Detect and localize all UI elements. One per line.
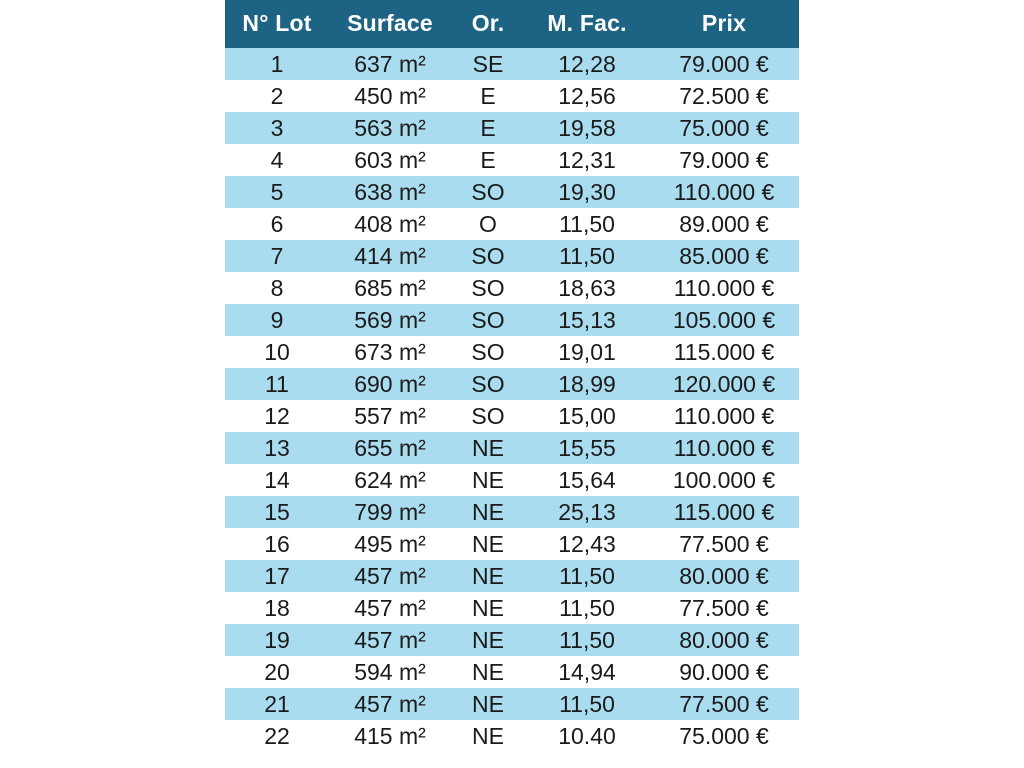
table-cell: SO: [451, 368, 525, 400]
table-cell: 110.000 €: [649, 432, 799, 464]
table-cell: SE: [451, 48, 525, 80]
table-cell: 11,50: [525, 208, 649, 240]
table-cell: 80.000 €: [649, 624, 799, 656]
table-cell: 1: [225, 48, 329, 80]
table-cell: 12,43: [525, 528, 649, 560]
table-cell: 11,50: [525, 624, 649, 656]
table-cell: NE: [451, 464, 525, 496]
table-cell: 15,00: [525, 400, 649, 432]
table-cell: 11,50: [525, 592, 649, 624]
table-cell: SO: [451, 400, 525, 432]
table-cell: 120.000 €: [649, 368, 799, 400]
table-cell: 594 m²: [329, 656, 451, 688]
table-cell: 20: [225, 656, 329, 688]
table-header: [225, 0, 799, 48]
table-cell: 77.500 €: [649, 528, 799, 560]
table-row: [225, 176, 799, 208]
table-cell: 11: [225, 368, 329, 400]
table-row: [225, 336, 799, 368]
table-row: [225, 272, 799, 304]
table-cell: 569 m²: [329, 304, 451, 336]
table-row: [225, 112, 799, 144]
table-row: [225, 432, 799, 464]
table-row: [225, 720, 799, 752]
table-cell: 77.500 €: [649, 688, 799, 720]
column-header-1: Surface: [329, 0, 451, 48]
table-cell: 637 m²: [329, 48, 451, 80]
table-cell: 72.500 €: [649, 80, 799, 112]
table-cell: 25,13: [525, 496, 649, 528]
table-cell: 563 m²: [329, 112, 451, 144]
table-cell: 14: [225, 464, 329, 496]
table-cell: 450 m²: [329, 80, 451, 112]
table-row: [225, 656, 799, 688]
table-cell: 624 m²: [329, 464, 451, 496]
table-cell: 655 m²: [329, 432, 451, 464]
table-cell: NE: [451, 688, 525, 720]
table-cell: 15,55: [525, 432, 649, 464]
table-cell: 110.000 €: [649, 272, 799, 304]
table-cell: 10: [225, 336, 329, 368]
table-cell: 17: [225, 560, 329, 592]
table-cell: 110.000 €: [649, 400, 799, 432]
column-header-0: N° Lot: [225, 0, 329, 48]
table-cell: 18,99: [525, 368, 649, 400]
table-cell: 79.000 €: [649, 144, 799, 176]
table-cell: E: [451, 144, 525, 176]
table-cell: 603 m²: [329, 144, 451, 176]
table-cell: SO: [451, 240, 525, 272]
table-row: [225, 464, 799, 496]
table-cell: 10.40: [525, 720, 649, 752]
table-cell: 115.000 €: [649, 496, 799, 528]
table-row: [225, 592, 799, 624]
table-cell: SO: [451, 304, 525, 336]
table-row: [225, 240, 799, 272]
table-row: [225, 624, 799, 656]
table-cell: 75.000 €: [649, 112, 799, 144]
table-cell: 638 m²: [329, 176, 451, 208]
table-cell: 80.000 €: [649, 560, 799, 592]
table-cell: 673 m²: [329, 336, 451, 368]
table-cell: 89.000 €: [649, 208, 799, 240]
table-cell: 13: [225, 432, 329, 464]
table-cell: 11,50: [525, 240, 649, 272]
table-row: [225, 496, 799, 528]
table-cell: 105.000 €: [649, 304, 799, 336]
table-cell: 457 m²: [329, 624, 451, 656]
table-cell: 495 m²: [329, 528, 451, 560]
table-cell: 6: [225, 208, 329, 240]
table-cell: 5: [225, 176, 329, 208]
table-cell: NE: [451, 432, 525, 464]
table-cell: 415 m²: [329, 720, 451, 752]
table-cell: 22: [225, 720, 329, 752]
table-cell: 408 m²: [329, 208, 451, 240]
table-cell: 12,31: [525, 144, 649, 176]
table-cell: 19,30: [525, 176, 649, 208]
table-cell: 4: [225, 144, 329, 176]
table-cell: 15: [225, 496, 329, 528]
table-cell: 14,94: [525, 656, 649, 688]
table-row: [225, 688, 799, 720]
table-header-row: [225, 0, 799, 48]
table-cell: NE: [451, 496, 525, 528]
column-header-3: M. Fac.: [525, 0, 649, 48]
table-cell: 8: [225, 272, 329, 304]
table-row: [225, 48, 799, 80]
table-cell: E: [451, 80, 525, 112]
table-cell: 7: [225, 240, 329, 272]
table-cell: SO: [451, 272, 525, 304]
table-cell: 685 m²: [329, 272, 451, 304]
table-cell: 18,63: [525, 272, 649, 304]
table-cell: 110.000 €: [649, 176, 799, 208]
table-cell: 557 m²: [329, 400, 451, 432]
table-cell: 690 m²: [329, 368, 451, 400]
lots-table-container: [225, 0, 799, 752]
column-header-4: Prix: [649, 0, 799, 48]
table-cell: E: [451, 112, 525, 144]
table-cell: 19,01: [525, 336, 649, 368]
table-cell: 11,50: [525, 688, 649, 720]
table-cell: 19: [225, 624, 329, 656]
lots-table: [225, 0, 799, 752]
table-cell: NE: [451, 656, 525, 688]
table-cell: 85.000 €: [649, 240, 799, 272]
table-cell: 457 m²: [329, 592, 451, 624]
table-cell: 115.000 €: [649, 336, 799, 368]
table-cell: 75.000 €: [649, 720, 799, 752]
table-cell: 12: [225, 400, 329, 432]
table-row: [225, 400, 799, 432]
table-row: [225, 560, 799, 592]
table-cell: 21: [225, 688, 329, 720]
table-cell: 9: [225, 304, 329, 336]
table-cell: NE: [451, 528, 525, 560]
table-cell: 15,64: [525, 464, 649, 496]
table-body: [225, 48, 799, 752]
table-cell: O: [451, 208, 525, 240]
table-cell: 77.500 €: [649, 592, 799, 624]
table-row: [225, 304, 799, 336]
table-cell: 3: [225, 112, 329, 144]
table-cell: 799 m²: [329, 496, 451, 528]
table-cell: 100.000 €: [649, 464, 799, 496]
table-cell: 12,28: [525, 48, 649, 80]
table-cell: 457 m²: [329, 688, 451, 720]
table-cell: NE: [451, 720, 525, 752]
table-cell: SO: [451, 176, 525, 208]
column-header-2: Or.: [451, 0, 525, 48]
table-row: [225, 80, 799, 112]
table-cell: 2: [225, 80, 329, 112]
table-row: [225, 368, 799, 400]
table-row: [225, 528, 799, 560]
table-cell: 457 m²: [329, 560, 451, 592]
table-cell: NE: [451, 560, 525, 592]
table-cell: 15,13: [525, 304, 649, 336]
table-cell: 16: [225, 528, 329, 560]
table-cell: 18: [225, 592, 329, 624]
table-row: [225, 208, 799, 240]
table-cell: 90.000 €: [649, 656, 799, 688]
table-cell: SO: [451, 336, 525, 368]
table-cell: 12,56: [525, 80, 649, 112]
table-cell: 79.000 €: [649, 48, 799, 80]
table-cell: 19,58: [525, 112, 649, 144]
table-cell: NE: [451, 624, 525, 656]
table-row: [225, 144, 799, 176]
table-cell: 414 m²: [329, 240, 451, 272]
table-cell: NE: [451, 592, 525, 624]
table-cell: 11,50: [525, 560, 649, 592]
